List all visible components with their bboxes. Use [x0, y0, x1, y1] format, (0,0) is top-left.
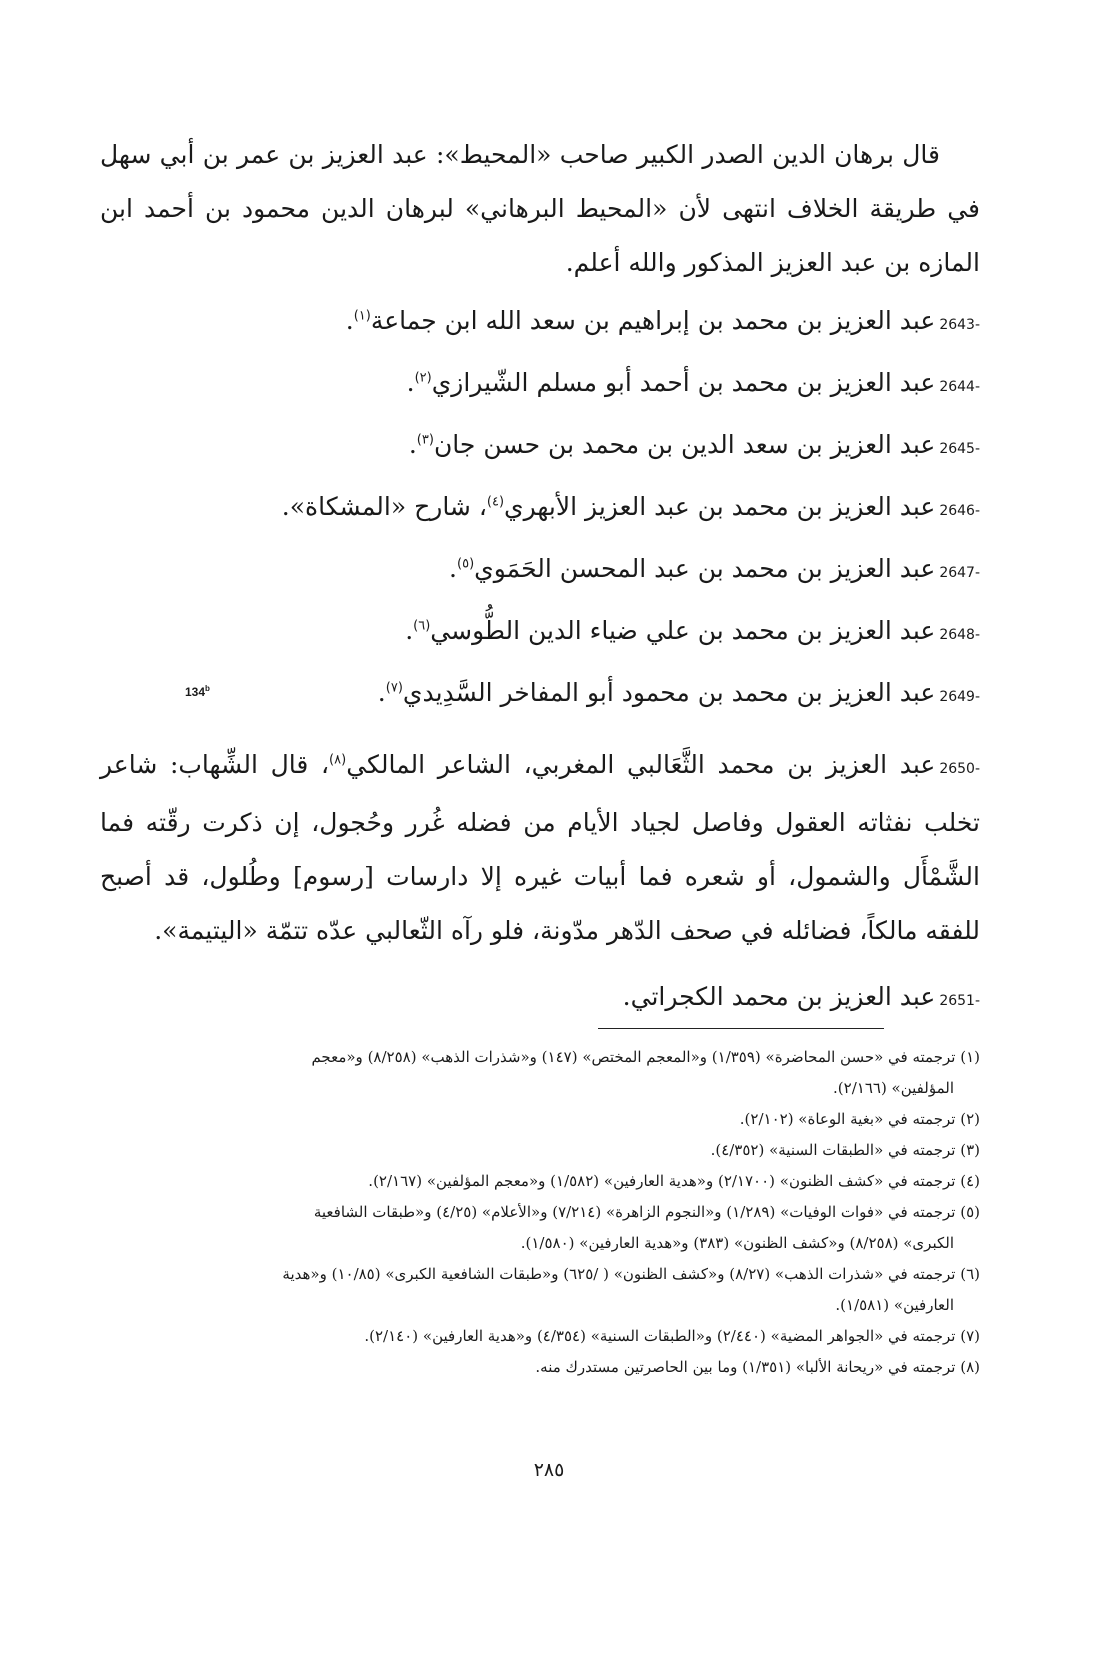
footnote-divider: [598, 1028, 884, 1029]
footnote-text: (٧) ترجمته في «الجواهر المضية» (٢/٤٤٠) و«الطبقات السنية» (٤/٣٥٤) و«هدية العارفين» (٢/١٤٠).: [364, 1327, 980, 1345]
entry-2645: [100, 414, 980, 476]
entry-name: عبد العزيز بن محمد بن أحمد أبو مسلم الشّيرازي: [431, 368, 936, 397]
footnote-6: [106, 1259, 980, 1321]
intro-paragraph: قال برهان الدين الصدر الكبير صاحب «المحيط»: عبد العزيز بن عمر بن أبي سهل في طريقة الخلاف انتهى لأن «المحيط البرهاني» لبرهان الدين محمود بن أحمد ابن المازه بن عبد العزيز المذكور والله أعلم.: [100, 140, 980, 277]
page-number: ٢٨٥: [533, 1459, 565, 1481]
footnote-ref[interactable]: (٢): [414, 370, 432, 386]
entry-2643: [100, 290, 980, 352]
footnote-7: [106, 1321, 980, 1352]
folio-marker-side: b: [205, 684, 210, 693]
entry-2651: [100, 966, 980, 1028]
footnote-ref[interactable]: (٨): [329, 752, 347, 768]
footnote-ref[interactable]: (٤): [486, 494, 505, 510]
entry-2644: [100, 352, 980, 414]
entry-tail: .: [377, 678, 386, 707]
entry-name: عبد العزيز بن محمد بن علي ضياء الدين الطُّوسي: [430, 616, 936, 645]
entry-2647: [100, 538, 980, 600]
entry-number: 2646-: [939, 503, 980, 519]
entry-tail: ، قال الشِّهاب: شاعر تخلب نفثاته العقول وفاصل لجياد الأيام من فضله غُرر وحُجول، إن ذكرت رقّته فما الشَّمْأَل والشمول، أو شعره فما أبيات غيره إلا دارسات [رسوم] وطُلول، قد أصبح للفقه مالكاً، فضائله في صحف الدّهر مدّونة، فلو رآه الثّعالبي عدّه تتمّة «اليتيمة».: [100, 750, 980, 945]
entry-tail: .: [406, 368, 415, 397]
footnote-8: [106, 1352, 980, 1383]
footnote-text: (٨) ترجمته في «ريحانة الألبا» (١/٣٥١) وما بين الحاصرتين مستدرك منه.: [535, 1358, 980, 1376]
footnote-4: [106, 1166, 980, 1197]
entry-number: 2644-: [939, 379, 980, 395]
entry-number: 2645-: [939, 441, 980, 457]
entry-tail: .: [408, 430, 417, 459]
entry-2649: [100, 662, 980, 724]
footnote-text: (١) ترجمته في «حسن المحاضرة» (١/٣٥٩) و«المعجم المختص» (١٤٧) و«شذرات الذهب» (٨/٢٥٨) و«معجم: [311, 1048, 980, 1066]
entries-list: [100, 290, 980, 1028]
footnote-continuation: العارفين» (١/٥٨١).: [835, 1296, 954, 1314]
entry-number: 2649-: [939, 689, 980, 705]
entry-tail: .: [622, 982, 631, 1011]
footnote-text: (٤) ترجمته في «كشف الظنون» (٢/١٧٠٠) و«هدية العارفين» (١/٥٨٢) و«معجم المؤلفين» (٢/١٦٧).: [368, 1172, 980, 1190]
footnote-ref[interactable]: (١): [353, 308, 371, 324]
main-text: [100, 128, 980, 1028]
footnote-2: [106, 1104, 980, 1135]
footnote-5: [106, 1197, 980, 1259]
entry-number: 2651-: [939, 993, 980, 1009]
entry-name: عبد العزيز بن محمد الثَّعَالبي المغربي، الشاعر المالكي: [346, 750, 936, 779]
footnote-ref[interactable]: (٣): [416, 432, 434, 448]
entry-2648: [100, 600, 980, 662]
entry-2650: [100, 738, 980, 958]
footnote-ref[interactable]: (٧): [385, 680, 403, 696]
footnotes: [106, 1042, 980, 1383]
entry-tail: .: [449, 554, 457, 583]
entry-number: 2643-: [939, 317, 980, 333]
entry-name: عبد العزيز بن محمد الكجراتي: [630, 982, 936, 1011]
folio-marker: [185, 684, 210, 699]
footnote-ref[interactable]: (٦): [413, 618, 431, 634]
entry-number: 2648-: [939, 627, 980, 643]
entry-name: عبد العزيز بن محمد بن محمود أبو المفاخر السَّدِيدي: [402, 678, 936, 707]
folio-marker-number: 134: [185, 685, 206, 699]
entry-name: عبد العزيز بن محمد بن إبراهيم بن سعد الله ابن جماعة: [370, 306, 936, 335]
entry-name: عبد العزيز بن سعد الدين بن محمد بن حسن جان: [433, 430, 936, 459]
entry-number: 2650-: [939, 761, 980, 777]
footnote-continuation: الكبرى» (٨/٢٥٨) و«كشف الظنون» (٣٨٣) و«هدية العارفين» (١/٥٨٠).: [520, 1234, 954, 1252]
entry-name: عبد العزيز بن محمد بن عبد المحسن الحَمَوي: [474, 554, 936, 583]
entry-name: عبد العزيز بن محمد بن عبد العزيز الأبهري: [504, 492, 936, 521]
entry-tail: .: [405, 616, 414, 645]
footnote-text: (٦) ترجمته في «شذرات الذهب» (٨/٢٧) و«كشف الظنون» ( /٦٢٥) و«طبقات الشافعية الكبرى» (١٠/٨٥) و«هدية: [282, 1265, 980, 1283]
footnote-1: [106, 1042, 980, 1104]
entry-tail: ، شارح «المشكاة».: [281, 492, 487, 521]
entry-tail: .: [345, 306, 354, 335]
footnote-text: (٣) ترجمته في «الطبقات السنية» (٤/٣٥٢).: [710, 1141, 980, 1159]
footnote-text: (٢) ترجمته في «بغية الوعاة» (٢/١٠٢).: [739, 1110, 980, 1128]
footnote-text: (٥) ترجمته في «فوات الوفيات» (١/٢٨٩) و«النجوم الزاهرة» (٧/٢١٤) و«الأعلام» (٤/٢٥) و«طبقات الشافعية: [313, 1203, 980, 1221]
footnote-3: [106, 1135, 980, 1166]
entry-number: 2647-: [939, 565, 980, 581]
footnote-continuation: المؤلفين» (٢/١٦٦).: [833, 1079, 954, 1097]
footnote-ref[interactable]: (٥): [457, 556, 475, 572]
entry-2646: [100, 476, 980, 538]
